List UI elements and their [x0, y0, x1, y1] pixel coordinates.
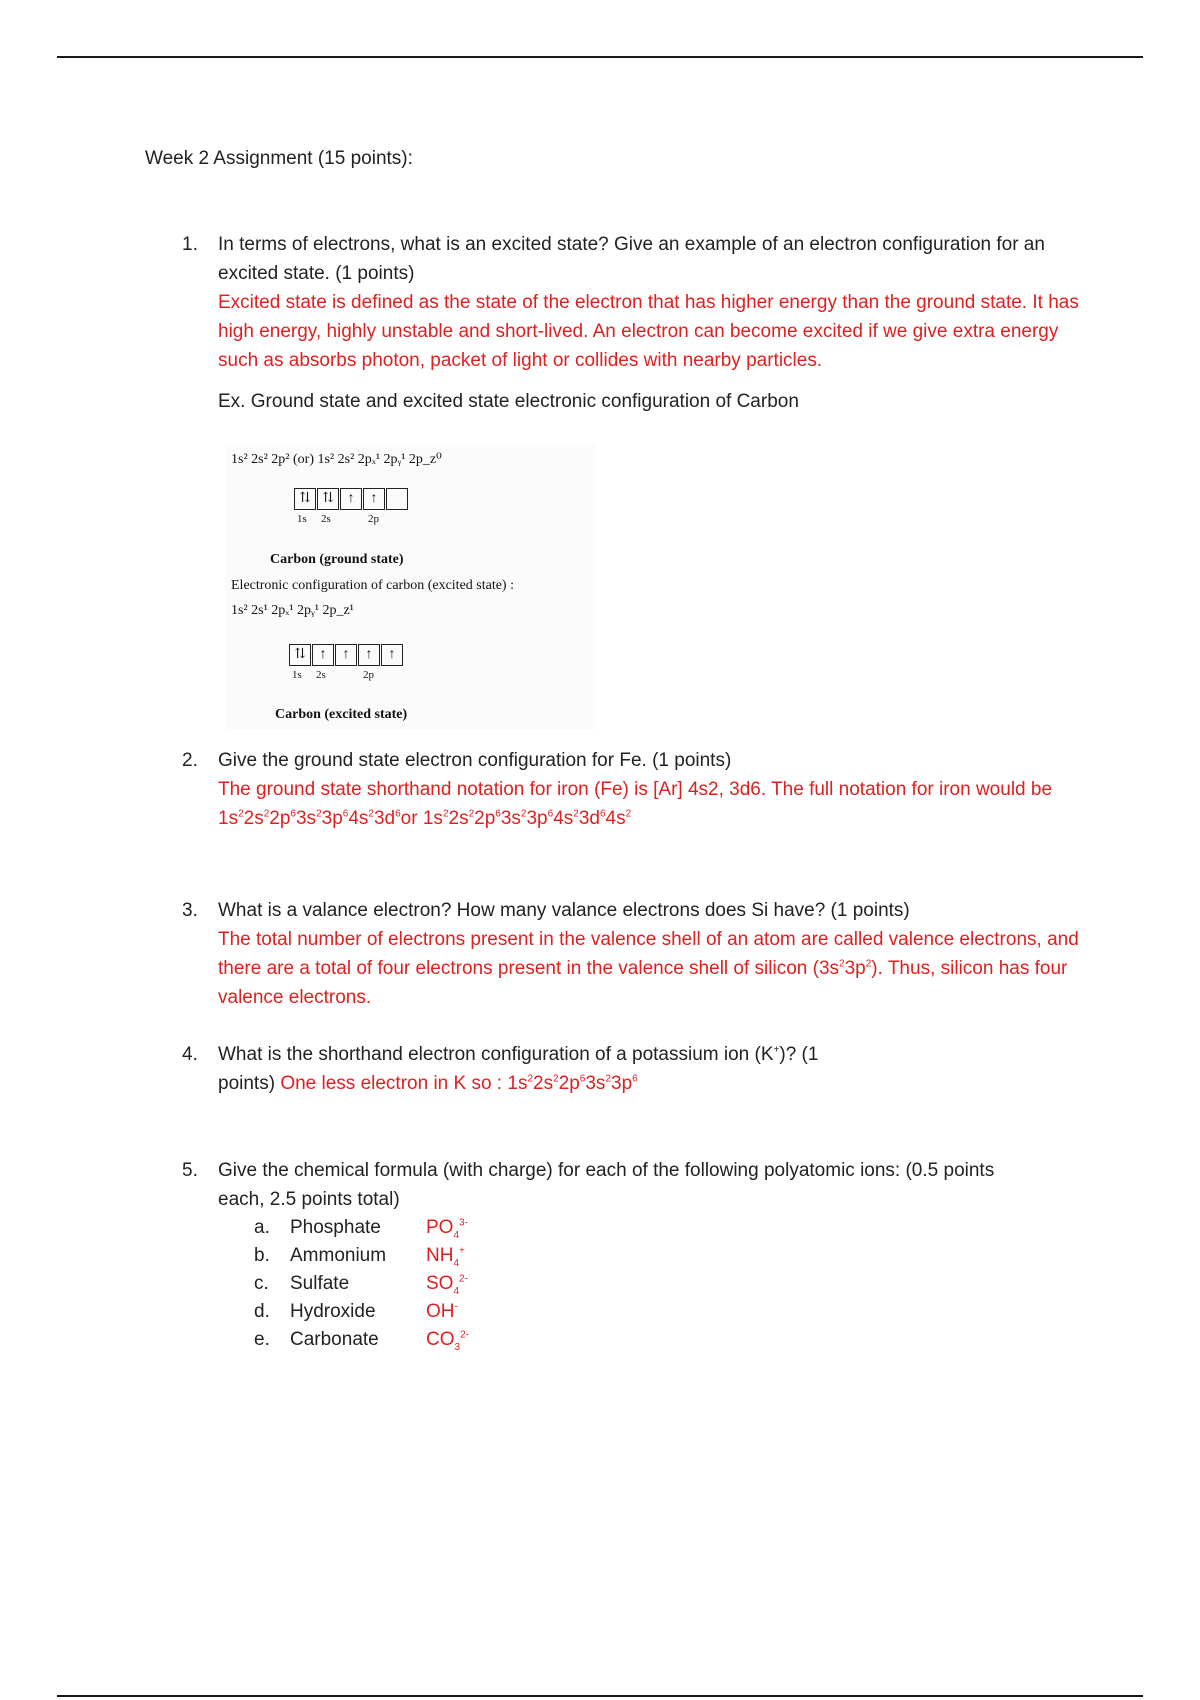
question-text: Give the ground state electron configuration for Fe. (1 points) — [218, 750, 732, 771]
formula-sub: 4 — [453, 1285, 460, 1297]
question-text: Give the chemical formula (with charge) for each of the following polyatomic ions: (0.5 points each, 2.5 points total) — [218, 1160, 995, 1210]
item-letter: c. — [254, 1273, 269, 1294]
item-letter: e. — [254, 1329, 270, 1350]
answer-part: ). Thus, silicon has four valence electrons. — [218, 958, 1068, 1008]
answer-part: One less electron in K so : — [280, 1073, 508, 1094]
polyatomic-ion-list — [254, 1214, 469, 1354]
formula-charge: 2- — [459, 1273, 468, 1285]
orbital-label-2s: 2s — [316, 669, 326, 681]
question-number: 4. — [182, 1044, 198, 1065]
list-item — [254, 1242, 469, 1270]
list-item — [254, 1214, 469, 1242]
ion-name: Hydroxide — [290, 1301, 376, 1322]
orbital-box: ⇅ — [289, 644, 311, 666]
formula-charge: + — [459, 1245, 465, 1257]
list-item — [254, 1326, 469, 1354]
orbital-box: ↑ — [340, 488, 362, 510]
bottom-rule — [57, 1695, 1143, 1697]
formula-base: OH — [426, 1301, 455, 1322]
answer-text: One less electron in K so : $1s^22s^22p^63s^23p^6$ — [280, 1073, 638, 1094]
list-item — [254, 1298, 469, 1326]
ion-name: Phosphate — [290, 1217, 381, 1238]
question-text: What is the shorthand electron configuration of a potassium ion (K — [218, 1044, 774, 1065]
orbital-label-2s: 2s — [321, 513, 331, 525]
formula-base: NH — [426, 1245, 454, 1266]
question-1 — [182, 230, 1102, 416]
ion-formula — [426, 1217, 468, 1241]
page-title: Week 2 Assignment (15 points): — [145, 148, 413, 169]
carbon-configuration-diagram — [226, 445, 596, 730]
question-text: What is a valance electron? How many valance electrons does Si have? (1 points) — [218, 900, 910, 921]
orbital-box: ↑ — [358, 644, 380, 666]
ion-formula — [426, 1301, 458, 1322]
item-letter: b. — [254, 1245, 270, 1266]
excited-orbital-boxes — [289, 644, 404, 666]
excited-heading: Electronic configuration of carbon (excited state) : — [231, 578, 514, 593]
orbital-box: ⇅ — [317, 488, 339, 510]
item-letter: d. — [254, 1301, 270, 1322]
excited-config-line: 1s² 2s¹ 2pₓ¹ 2pᵧ¹ 2p_z¹ — [231, 603, 354, 618]
question-number: 5. — [182, 1160, 198, 1181]
formula-sub: 4 — [453, 1229, 460, 1241]
question-number: 1. — [182, 234, 198, 255]
answer-text: The ground state shorthand notation for iron (Fe) is [Ar] 4s2, 3d6. The full notation for iron would be $1s^22s^22p^63s^23p^64s^23d^6or$ $1s^22s^22p^63s^23p^64s^23d^64s^2$ — [218, 779, 1053, 829]
question-text: In terms of electrons, what is an excited state? Give an example of an electron configuration for an excited state. (1 points) — [218, 234, 1045, 284]
orbital-box: ↑ — [335, 644, 357, 666]
ground-orbital-boxes — [294, 488, 409, 510]
formula-base: SO — [426, 1273, 454, 1294]
answer-or: or — [400, 808, 423, 829]
excited-state-caption: Carbon (excited state) — [275, 707, 408, 722]
question-text: )? (1 points) — [218, 1044, 819, 1094]
orbital-box — [386, 488, 408, 510]
ground-config-line: 1s² 2s² 2p² (or) 1s² 2s² 2pₓ¹ 2pᵧ¹ 2p_z⁰ — [231, 452, 442, 467]
orbital-label-2p: 2p — [363, 669, 374, 681]
top-rule — [57, 56, 1143, 58]
ion-name: Sulfate — [290, 1273, 350, 1294]
item-letter: a. — [254, 1217, 270, 1238]
formula-base: PO — [426, 1217, 454, 1238]
orbital-label-2p: 2p — [368, 513, 379, 525]
formula-charge: 2- — [460, 1329, 469, 1341]
answer-part: The total number of electrons present in the valence shell of an atom are called valence electrons, and there are a total of four electrons present in the valence shell of silicon (3s — [218, 929, 1079, 979]
answer-part: The ground state shorthand notation for iron (Fe) is [Ar] 4s2, 3d6. The full notation for iron would be — [218, 779, 1053, 800]
orbital-box: ↑ — [363, 488, 385, 510]
list-item — [254, 1270, 469, 1298]
answer-text: The total number of electrons present in the valence shell of an atom are called valence electrons, and there are a total of four electrons present in the valence shell of silicon $(3s^23p^2)$. Thus, silicon has four valence electrons. — [218, 929, 1079, 1008]
question-2 — [182, 746, 1102, 833]
question-number: 2. — [182, 750, 198, 771]
question-4: 4. What is the shorthand electron configuration of a potassium ion (K+)? (1 points) One less electron in K so : $1s^22s^22p^63s^23p^6$ — [182, 1040, 1102, 1098]
formula-sub: 4 — [453, 1257, 460, 1269]
ion-formula — [426, 1329, 469, 1353]
ground-state-caption: Carbon (ground state) — [270, 552, 404, 567]
ion-name: Ammonium — [290, 1245, 387, 1266]
formula-charge: 3- — [459, 1217, 468, 1229]
orbital-box: ↑ — [312, 644, 334, 666]
question-3 — [182, 896, 1102, 1012]
orbital-label-1s: 1s — [292, 669, 302, 681]
ion-formula — [426, 1273, 468, 1297]
orbital-label-1s: 1s — [297, 513, 307, 525]
ion-name: Carbonate — [290, 1329, 379, 1350]
question-5 — [182, 1156, 1102, 1214]
ion-formula — [426, 1245, 465, 1269]
answer-text: Excited state is defined as the state of the electron that has higher energy than the ground state. It has high energy, highly unstable and short-lived. An electron can become excited if we give extra energy such as absorbs photon, packet of light or collides with nearby particles. — [218, 292, 1079, 371]
formula-base: CO — [426, 1329, 455, 1350]
formula-charge: - — [454, 1301, 458, 1313]
formula-sub: 3 — [454, 1341, 461, 1353]
orbital-box: ⇅ — [294, 488, 316, 510]
example-text: Ex. Ground state and excited state electronic configuration of Carbon — [218, 391, 799, 412]
question-number: 3. — [182, 900, 198, 921]
orbital-box: ↑ — [381, 644, 403, 666]
